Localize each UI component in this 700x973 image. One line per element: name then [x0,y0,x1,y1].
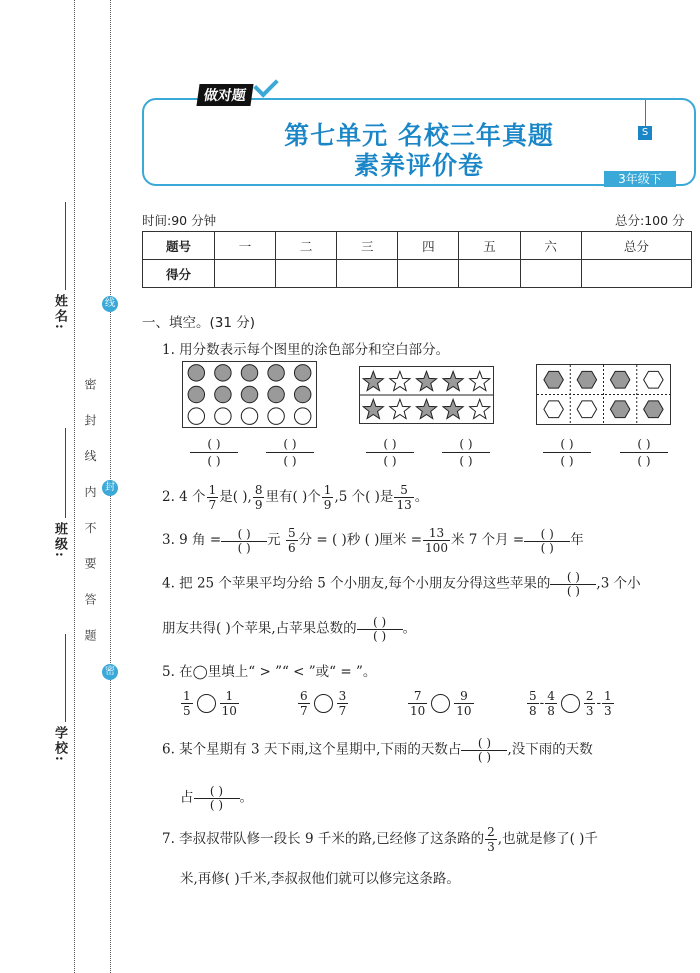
numerator: 1 [604,689,612,703]
fraction [602,690,614,717]
denominator: 7 [300,704,308,718]
fraction [337,690,349,717]
denominator: 10 [410,704,426,718]
q4-text: 4. 把 25 个苹果平均分给 5 个小朋友,每个小朋友分得这些苹果的 [162,575,551,592]
answer-denominator: ( ) [283,454,297,468]
fraction [394,484,413,511]
shaded-hexagon-icon [610,401,629,418]
fraction [485,826,497,853]
empty-hexagon-icon [544,401,563,418]
fraction [527,690,539,717]
answer-fraction-blank[interactable] [366,438,414,467]
numerator: 8 [254,483,263,497]
shaded-star-icon [416,399,436,418]
seal-mark-bottom: 密 [102,664,118,680]
answer-fraction-blank[interactable] [266,438,314,467]
shaded-star-icon [443,399,463,418]
question-4-line-1 [162,571,641,597]
minus-sign: - [596,695,602,711]
q2-text: 是( ), [219,489,252,505]
empty-star-icon [390,399,410,418]
answer-numerator: ( ) [461,737,507,751]
score-cell[interactable] [520,260,581,288]
numerator: 9 [454,690,473,704]
answer-numerator: ( ) [366,438,414,453]
denominator: 3 [487,840,495,854]
shaded-circle-icon [188,386,204,402]
shaded-hexagon-icon [610,371,629,388]
q3-text: 元 [267,532,285,548]
title-line-2: 素养评价卷 [353,151,484,180]
comparison-3 [407,690,475,717]
denominator: 10 [221,704,237,718]
shaded-circle-icon [188,365,204,381]
answer-denominator: ( ) [477,750,492,764]
numerator: 1 [208,483,217,497]
fraction [286,527,298,554]
empty-hexagon-icon [644,371,663,388]
question-7-line-2: 米,再修( )千米,李叔叔他们就可以修完这条路。 [180,871,460,887]
numerator: 2 [487,825,495,839]
fraction [408,690,427,717]
shaded-star-icon [416,371,436,390]
score-table-score-row [143,260,692,288]
grade-badge: 3年级下 [604,171,676,187]
circles-grid [183,362,316,427]
fraction [454,690,473,717]
denominator: 8 [547,704,555,718]
answer-fraction-blank[interactable] [550,571,596,597]
shaded-circle-icon [294,365,310,381]
fraction [322,484,334,511]
seal-warning-text: 密 封 线 内 不 要 答 题 [83,378,97,651]
fraction [298,690,310,717]
score-col-1: 一 [215,232,276,260]
empty-circle-icon [241,408,257,424]
score-row-header: 得分 [143,260,215,288]
denominator: 9 [254,498,263,512]
fraction [545,690,557,717]
question-5: 5. 在◯里填上“ > ”“ < ”或“ = ”。 [162,664,377,680]
empty-circle-icon [268,408,284,424]
score-table-header-row [143,232,692,260]
figure-circles [182,361,317,428]
denominator: 8 [529,704,537,718]
question-6-line-2 [180,785,253,811]
exam-total: 总分:100 分 [615,213,685,228]
answer-fraction-blank[interactable] [194,785,240,811]
answer-numerator: ( ) [221,528,267,542]
shaded-circle-icon [215,386,231,402]
answer-fraction-blank[interactable] [524,528,570,554]
question-7-line-1 [162,826,598,853]
shaded-circle-icon [241,386,257,402]
question-2 [162,484,428,511]
binding-dotted-line-outer [74,0,75,973]
score-table-header: 题号 [143,232,215,260]
q2-text: ,5 个( )是 [334,489,394,505]
denominator: 3 [585,704,594,718]
answer-numerator: ( ) [266,438,314,453]
compare-circle[interactable] [561,694,580,713]
q7-text: ,也就是修了( )千 [497,831,598,847]
answer-numerator: ( ) [190,438,238,453]
hexagons-grid [537,365,670,424]
q6-text: 。 [239,789,253,806]
question-4-line-2 [162,616,416,642]
empty-star-icon [470,371,490,390]
answer-fraction-blank[interactable] [543,438,591,467]
answer-numerator: ( ) [620,438,668,453]
comparison-1 [180,690,240,717]
q3-text: 3. 9 角 = [162,532,222,548]
comparison-2 [297,690,349,717]
numerator: 7 [408,690,427,704]
school-line [65,634,66,722]
score-cell[interactable] [398,260,459,288]
empty-circle-icon [294,408,310,424]
answer-fraction-blank[interactable] [461,737,507,763]
answer-denominator: ( ) [373,629,387,643]
score-col-2: 二 [276,232,337,260]
question-3 [162,527,584,554]
title-line-1: 第七单元 名校三年真题 [284,121,554,150]
fraction [253,484,265,511]
shaded-hexagon-icon [544,371,563,388]
score-cell[interactable] [276,260,337,288]
fraction [181,690,193,717]
denominator: 3 [604,704,612,718]
answer-denominator: ( ) [459,454,473,468]
empty-star-icon [470,399,490,418]
figure-stars [359,366,494,424]
question-1: 1. 用分数表示每个图里的涂色部分和空白部分。 [162,342,450,358]
q4-text: ,3 个小 [596,575,641,592]
denominator: 100 [425,541,448,555]
score-cell[interactable] [459,260,520,288]
answer-numerator: ( ) [442,438,490,453]
answer-fraction-blank[interactable] [357,616,403,642]
numerator: 5 [529,689,537,703]
empty-circle-icon [215,408,231,424]
q3-text: 分 = ( )秒 ( )厘米 = [298,532,423,548]
answer-fraction-blank[interactable] [442,438,490,467]
numerator: 2 [585,689,594,703]
shaded-star-icon [363,399,383,418]
fraction [220,690,239,717]
question-6-line-1 [162,737,593,763]
answer-denominator: ( ) [637,454,651,468]
name-label: 姓名: [52,294,67,331]
numerator: 5 [394,484,413,498]
seal-mark-top: 线 [102,296,118,312]
denominator: 9 [323,498,332,512]
q7-text: 7. 李叔叔带队修一段长 9 千米的路,已经修了这条路的 [162,831,485,847]
denominator: 7 [208,498,217,512]
q3-text: 米 7 个月 = [450,532,525,548]
answer-denominator: ( ) [209,798,224,812]
school-label: 学校: [52,726,67,763]
answer-fraction-blank[interactable] [620,438,668,467]
empty-star-icon [390,371,410,390]
q2-text: 2. 4 个 [162,489,206,505]
answer-fraction-blank[interactable] [221,528,267,554]
q6-text: ,没下雨的天数 [507,741,593,758]
denominator: 7 [338,704,347,718]
score-table [142,231,692,288]
numerator: 3 [338,689,347,703]
shaded-hexagon-icon [644,401,663,418]
score-col-4: 四 [398,232,459,260]
numerator: 1 [183,689,191,703]
answer-numerator: ( ) [357,616,403,630]
fraction [423,527,450,554]
answer-denominator: ( ) [540,540,554,555]
shaded-circle-icon [268,386,284,402]
numerator: 4 [547,689,555,703]
denominator: 6 [287,541,296,555]
figure-hexagons [536,364,671,425]
answer-numerator: ( ) [194,785,240,799]
comparison-4 [526,690,615,717]
minus-sign: - [539,695,545,711]
compare-circle[interactable] [314,694,333,713]
logo: 做对题 [196,84,253,106]
answer-denominator: ( ) [560,454,574,468]
answer-numerator: ( ) [524,528,570,542]
score-col-3: 三 [337,232,398,260]
shaded-hexagon-icon [577,371,596,388]
score-cell[interactable] [337,260,398,288]
q6-text: 6. 某个星期有 3 天下雨,这个星期中,下雨的天数占 [162,741,462,758]
numerator: 1 [220,690,239,704]
score-cell[interactable] [215,260,276,288]
class-line [65,428,66,518]
seal-mark-middle: 封 [102,480,118,496]
compare-circle[interactable] [197,694,216,713]
fraction [584,690,596,717]
check-icon [253,72,278,97]
answer-denominator: ( ) [237,540,251,555]
score-col-6: 六 [520,232,581,260]
q4-text: 。 [402,620,417,637]
score-col-total: 总分 [581,232,691,260]
denominator: 10 [456,704,472,718]
answer-denominator: ( ) [207,454,221,468]
numerator: 5 [287,526,296,540]
q2-text: 。 [414,489,429,505]
compare-circle[interactable] [431,694,450,713]
numerator: 1 [323,483,332,497]
class-label: 班级: [52,522,67,559]
score-col-5: 五 [459,232,520,260]
answer-numerator: ( ) [550,571,596,585]
q6-text: 占 [180,789,194,806]
name-line [65,202,66,290]
exam-time: 时间:90 分钟 [142,213,217,228]
tag-icon: S [638,126,652,140]
answer-denominator: ( ) [383,454,397,468]
stars-grid [360,367,493,423]
shaded-circle-icon [294,386,310,402]
q3-text: 年 [570,532,584,548]
tag-string [645,100,646,126]
shaded-star-icon [443,371,463,390]
answer-numerator: ( ) [543,438,591,453]
numerator: 6 [300,689,308,703]
score-cell[interactable] [581,260,691,288]
answer-denominator: ( ) [566,584,580,598]
answer-fraction-blank[interactable] [190,438,238,467]
empty-circle-icon [188,408,204,424]
numerator: 13 [423,527,450,541]
denominator: 5 [183,704,191,718]
empty-hexagon-icon [577,401,596,418]
shaded-circle-icon [268,365,284,381]
shaded-circle-icon [215,365,231,381]
q4-text: 朋友共得( )个苹果,占苹果总数的 [162,620,357,637]
shaded-star-icon [363,371,383,390]
denominator: 13 [396,498,412,512]
section-1-title: 一、填空。(31 分) [142,315,256,331]
fraction [207,484,219,511]
shaded-circle-icon [241,365,257,381]
q2-text: 里有( )个 [265,489,321,505]
